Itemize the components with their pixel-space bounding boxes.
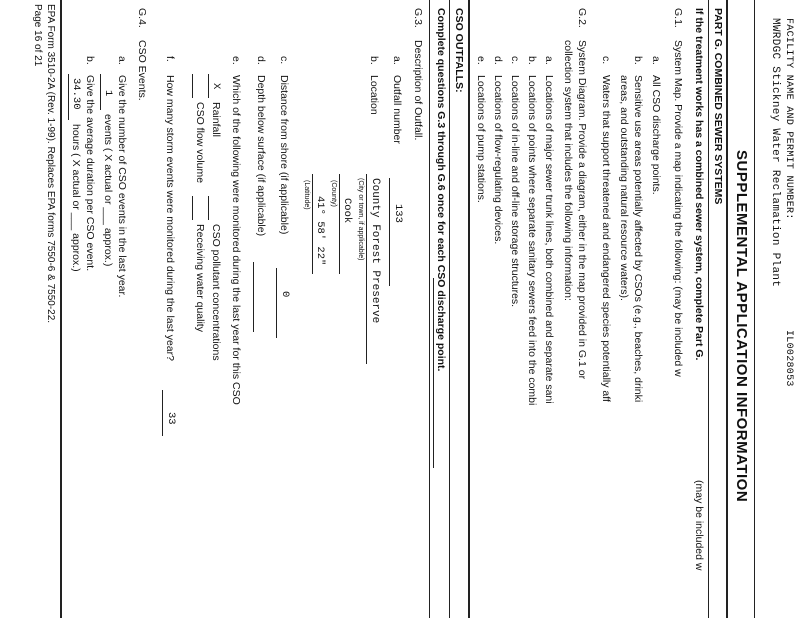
water-quality-checkbox[interactable] — [192, 196, 193, 220]
location-latitude-caption: (Latitude) — [303, 180, 310, 210]
location-city-line — [366, 174, 367, 364]
g2-e-letter: e. — [475, 56, 487, 65]
g3-title: Description of Outfall. — [412, 40, 424, 141]
part-g-intro-tail: (may be included w — [693, 480, 705, 571]
rainfall-checkbox-line — [208, 74, 209, 98]
part-g-rule — [708, 0, 709, 618]
water-quality-label: Receiving water quality — [194, 224, 206, 332]
form-number: EPA Form 3510-2A (Rev. 1-99). Replaces EPA forms 7550-6 & 7550-22. — [45, 4, 56, 324]
g4-a-letter: a. — [116, 56, 128, 65]
g4-a-label: Give the number of CSO events in the last year. — [116, 75, 128, 298]
cso-events-line — [100, 74, 101, 110]
g3-c-label: Distance from shore (if applicable) — [278, 75, 290, 235]
storm-events-value: 33 — [165, 412, 177, 425]
distance-from-shore-line — [276, 268, 277, 338]
header-rule — [754, 0, 755, 618]
g2-text-2: collection system that includes the following information: — [562, 40, 574, 301]
g3-d-label: Depth below surface (if applicable) — [255, 75, 267, 237]
g4-number: G.4. — [136, 8, 148, 28]
g3-a-letter: a. — [391, 56, 403, 65]
permit-number: IL0028053 — [783, 330, 794, 387]
g3-e-letter: e. — [230, 56, 242, 65]
g3-f-label: How many storm events were monitored during the last year? — [164, 75, 176, 361]
g3-a-label: Outfall number — [391, 75, 403, 144]
location-county-caption: (County) — [330, 180, 337, 207]
g2-c-text: Locations of in-line and off-line storage structures. — [509, 75, 521, 308]
cso-rule-mid — [449, 0, 450, 618]
pollutant-label: CSO pollutant concentrations — [210, 224, 222, 361]
g3-d-letter: d. — [255, 56, 267, 65]
g4-b-letter: b. — [84, 56, 96, 65]
location-city-caption: (City or town, if applicable) — [357, 178, 364, 261]
cso-instruction-underline — [433, 278, 434, 468]
rainfall-label: Rainfall — [210, 102, 222, 138]
g1-number: G.1. — [672, 8, 684, 28]
location-latitude-value: 41° 58' 22" — [314, 196, 326, 266]
page-title: SUPPLEMENTAL APPLICATION INFORMATION — [733, 150, 750, 503]
location-city-value: County Forest Preserve — [369, 178, 381, 324]
g3-f-letter: f. — [164, 56, 176, 62]
g1-text: System Map. Provide a map indicating the following: (may be included w — [672, 40, 684, 377]
g3-c-letter: c. — [278, 56, 290, 65]
g2-d-letter: d. — [492, 56, 504, 65]
g1-b-text-1: Sensitive use areas potentially affected by CSOs (e.g., beaches, drinki — [632, 75, 644, 403]
location-latitude-line — [312, 174, 313, 274]
title-rule — [727, 0, 729, 618]
cso-heading: CSO OUTFALLS: — [453, 8, 465, 93]
footer-rule — [61, 0, 63, 618]
cso-events-qualifier: events ( X actual or ___ approx.) — [102, 114, 114, 267]
g1-a-letter: a. — [650, 56, 662, 65]
storm-events-line — [162, 390, 163, 436]
pollutant-checkbox[interactable] — [208, 196, 209, 220]
g2-a-text: Locations of major sewer trunk lines, both combined and separate sani — [543, 75, 555, 404]
rainfall-checkbox[interactable]: X — [210, 83, 222, 90]
g1-a-text: All CSO discharge points. — [650, 75, 662, 195]
g1-c-text: Waters that support threatened and endangered species potentially aff — [600, 75, 612, 402]
facility-name: MWRDGC Stickney Water Reclamation Plant — [769, 18, 781, 288]
cso-events-value: 1 — [102, 90, 114, 97]
page-number: Page 16 of 21 — [32, 4, 43, 67]
distance-from-shore-value: 0 — [279, 291, 291, 298]
g1-b-letter: b. — [632, 56, 644, 65]
cso-duration-line — [68, 74, 69, 120]
g1-c-letter: c. — [600, 56, 612, 65]
g2-b-text: Locations of points where separate sanitary sewers feed into the combi — [526, 75, 538, 406]
location-county-line — [339, 174, 340, 274]
g3-e-label: Which of the following were monitored during the last year for this CSO — [230, 75, 242, 405]
cso-instruction: Complete questions G.3 through G.6 once for each CSO discharge point. — [435, 8, 447, 372]
flow-volume-checkbox[interactable] — [192, 74, 193, 98]
facility-label: FACILITY NAME AND PERMIT NUMBER: — [783, 18, 794, 220]
cso-rule-top — [469, 0, 471, 618]
part-g-heading: PART G. COMBINED SEWER SYSTEMS — [712, 8, 724, 205]
cso-duration-qualifier: hours ( X actual or ___ approx.) — [70, 124, 82, 272]
part-g-intro: If the treatment works has a combined sewer system, complete Part G. — [693, 8, 705, 361]
g3-number: G.3. — [412, 8, 424, 28]
g2-c-letter: c. — [509, 56, 521, 65]
g4-title: CSO Events. — [136, 40, 148, 101]
outfall-number-line — [389, 178, 390, 286]
cso-rule-bottom — [429, 0, 430, 618]
depth-below-surface-line — [253, 262, 254, 332]
g3-b-label: Location — [368, 75, 380, 115]
outfall-number-value: 133 — [392, 204, 404, 223]
g2-a-letter: a. — [543, 56, 555, 65]
g2-e-text: Locations of pump stations. — [475, 75, 487, 203]
g2-d-text: Locations of flow-regulating devices. — [492, 75, 504, 245]
g1-b-text-2: areas, and outstanding natural resource waters). — [618, 75, 630, 301]
g3-b-letter: b. — [368, 56, 380, 65]
g2-number: G.2. — [576, 8, 588, 28]
location-county-value: Cook — [341, 198, 353, 224]
cso-duration-value: 34.30 — [70, 78, 82, 110]
g4-b-label: Give the average duration per CSO event. — [84, 75, 96, 272]
g2-text-1: System Diagram. Provide a diagram, either in the map provided in G.1 or — [576, 40, 588, 380]
flow-volume-label: CSO flow volume — [194, 102, 206, 184]
g2-b-letter: b. — [526, 56, 538, 65]
